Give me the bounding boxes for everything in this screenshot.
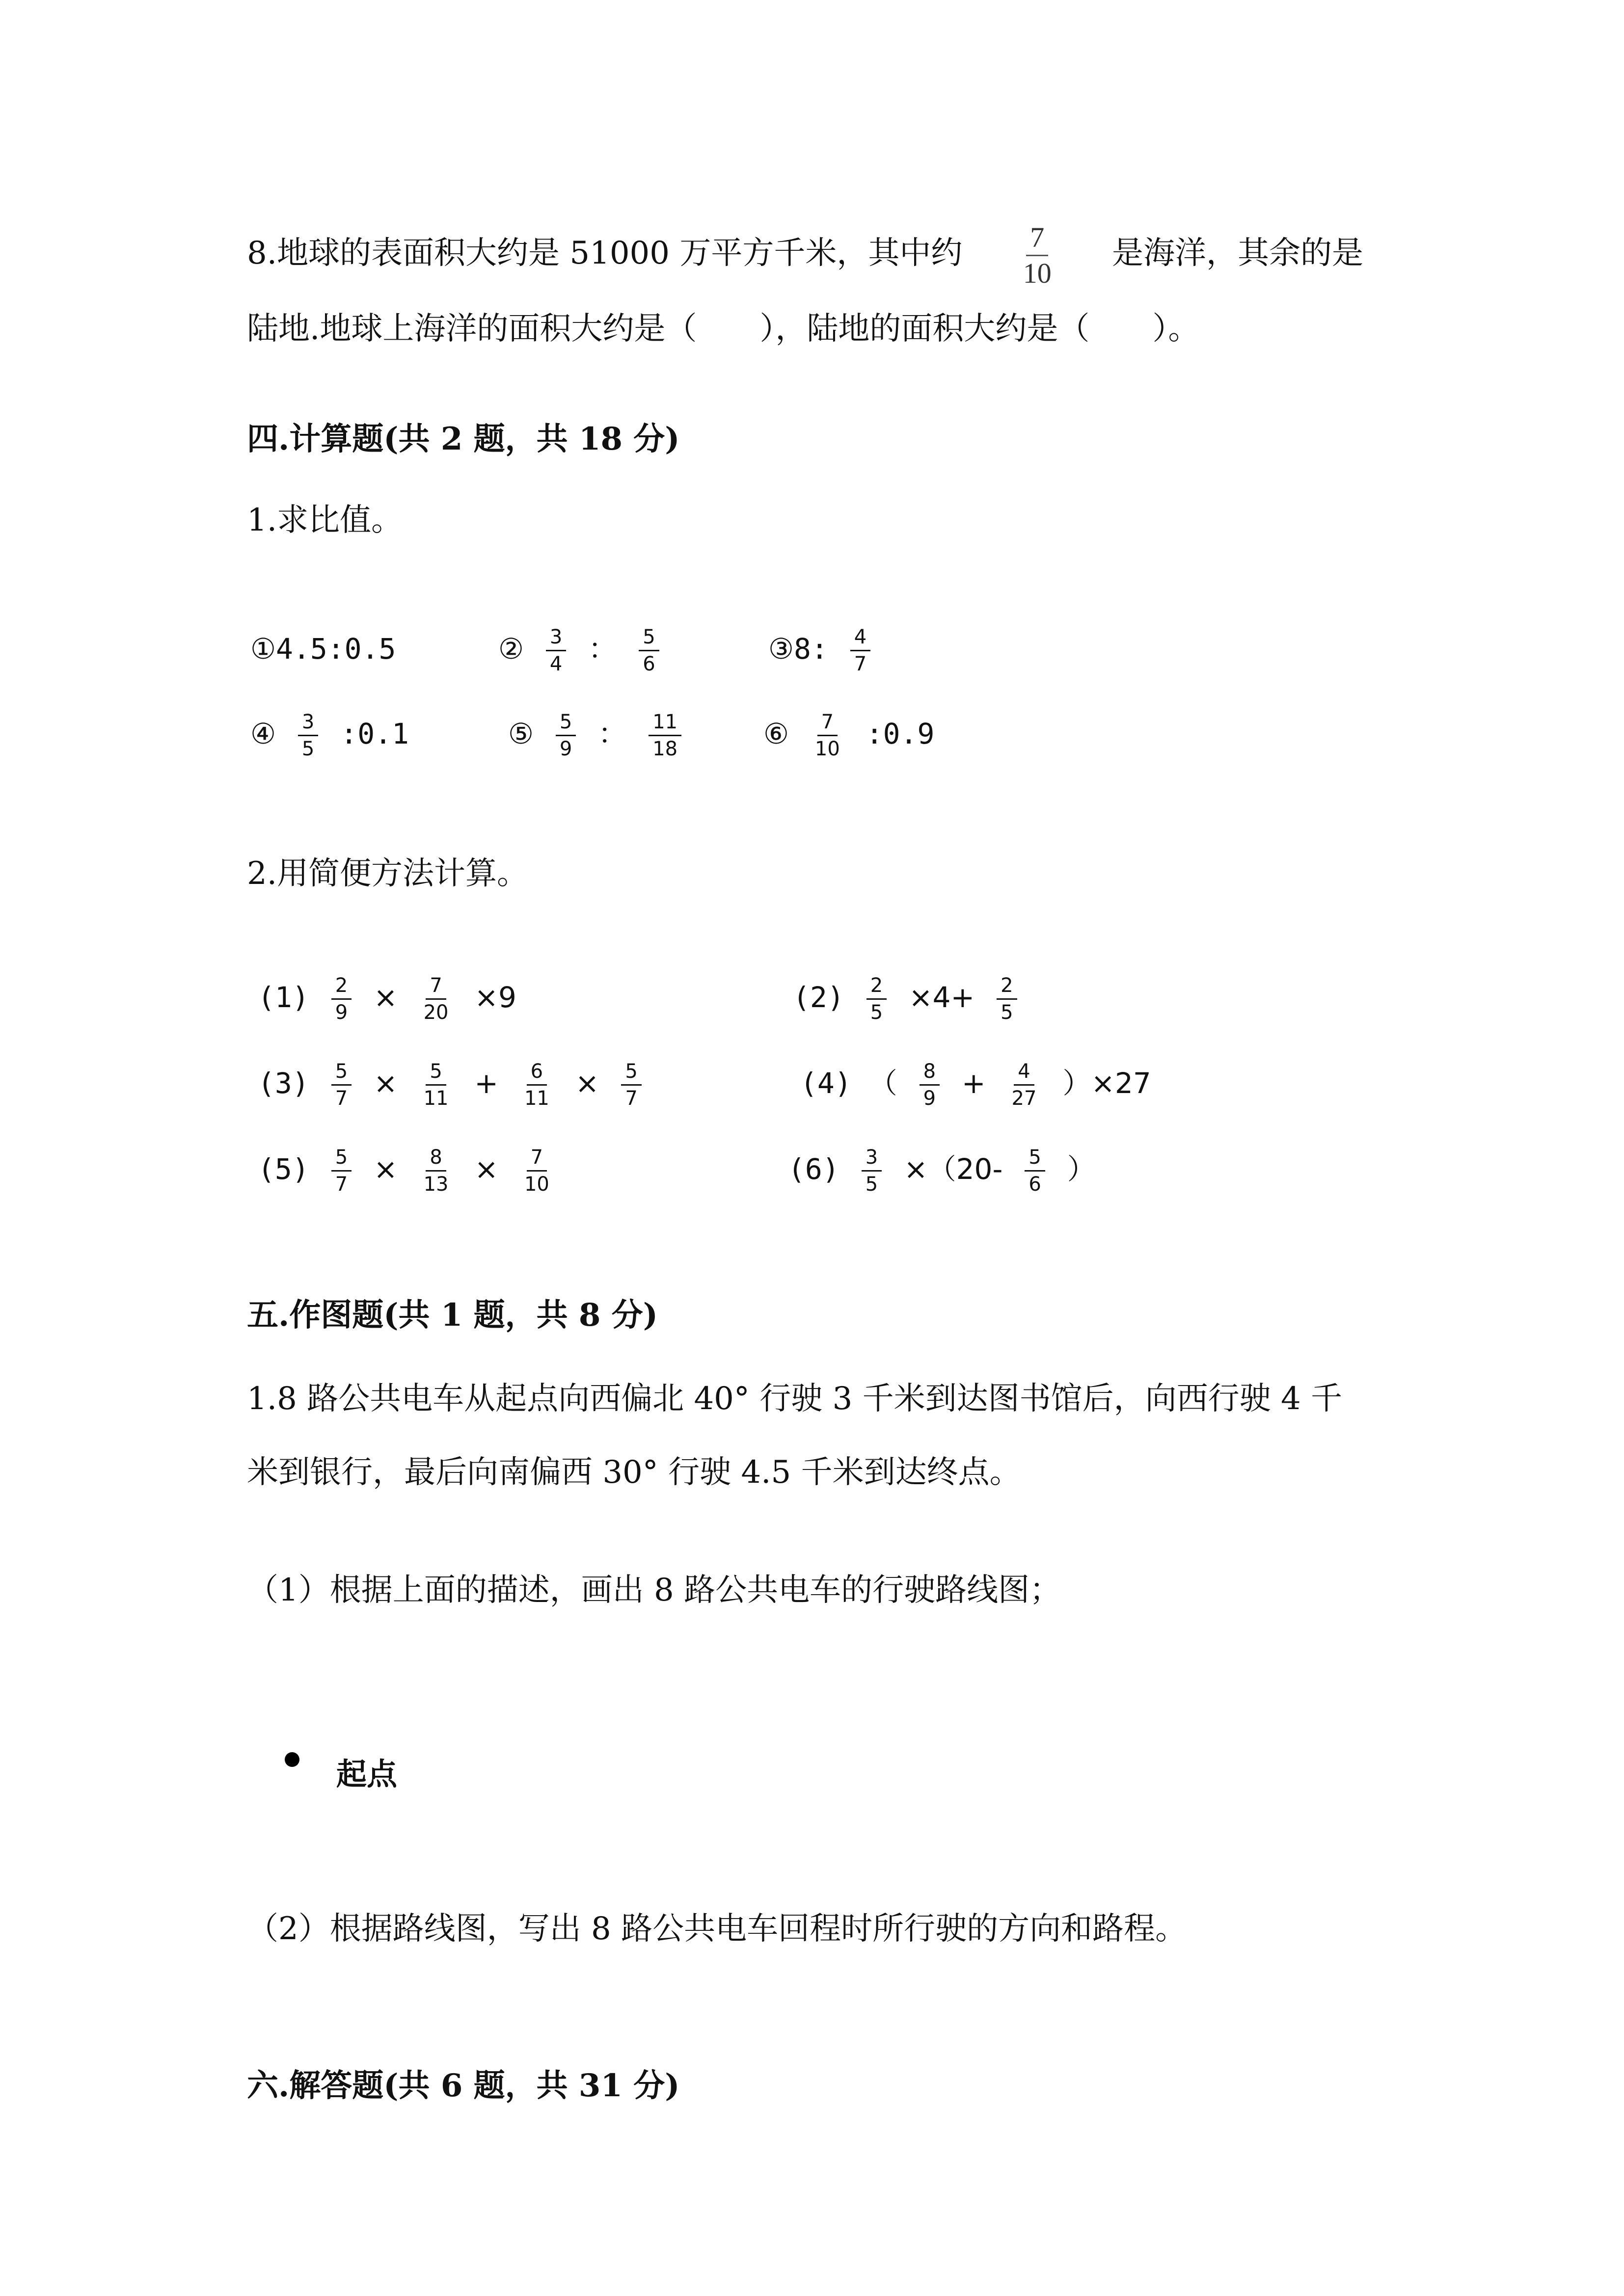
section5-sub2: （2）根据路线图，写出 8 路公共电车回程时所行驶的方向和路程。 — [247, 1911, 1187, 1947]
section4-q2-title: 2.用简便方法计算。 — [247, 855, 529, 892]
ratio-item-2-label: ② — [498, 632, 524, 666]
calc-item-1-tail: ×9 — [474, 981, 516, 1014]
ratio-item-4-label: ④ — [250, 717, 276, 750]
ratio-item-1-text: ①4.5:0.5 — [250, 632, 396, 666]
denominator: 11 — [423, 1087, 449, 1110]
numerator: 6 — [527, 1062, 547, 1086]
numerator: 8 — [426, 1148, 446, 1172]
calc-item-6-frac1 — [862, 1148, 882, 1194]
calc-item-1-frac2 — [420, 976, 453, 1022]
numerator: 3 — [862, 1148, 882, 1172]
denominator: 6 — [1029, 1173, 1041, 1196]
calc-item-5-frac3 — [520, 1148, 553, 1194]
section5-q1-line1: 1.8 路公共电车从起点向西偏北 40° 行驶 3 千米到达图书馆后，向西行驶 4 千 — [247, 1381, 1343, 1417]
ratio-item-6-tail: :0.9 — [866, 717, 935, 750]
ratio-item-4-frac1 — [298, 712, 318, 759]
ratio-item-6 — [763, 704, 934, 763]
operator: × — [575, 1067, 599, 1100]
denominator: 27 — [1011, 1087, 1037, 1110]
denominator: 10 — [814, 738, 840, 761]
operator: × — [474, 1152, 499, 1186]
numerator: 7 — [817, 712, 838, 736]
operator: × — [374, 981, 398, 1014]
calc-item-2 — [793, 968, 1022, 1027]
operator: × — [374, 1152, 398, 1186]
q8-fraction — [1019, 223, 1056, 288]
q8-fraction-denominator: 10 — [1023, 257, 1052, 289]
denominator: 9 — [923, 1087, 936, 1110]
ratio-item-2-frac2 — [639, 627, 659, 674]
section5-heading: 五.作图题(共 1 题，共 8 分) — [247, 1297, 658, 1334]
numerator: 5 — [639, 627, 659, 651]
denominator: 10 — [524, 1173, 549, 1196]
denominator: 4 — [549, 653, 563, 676]
numerator: 5 — [621, 1062, 641, 1086]
calc-item-6-frac2 — [1025, 1148, 1045, 1194]
ratio-sign: ： — [598, 717, 627, 750]
denominator: 7 — [335, 1173, 348, 1196]
ratio-item-3 — [768, 619, 875, 678]
ratio-item-3-frac1 — [850, 627, 870, 674]
calc-item-6-tail: ） — [1067, 1152, 1096, 1186]
calc-item-5 — [258, 1140, 558, 1199]
calc-item-3 — [258, 1054, 647, 1113]
numerator: 4 — [850, 627, 870, 651]
numerator: 5 — [1025, 1148, 1045, 1172]
calc-item-1-label: (1) — [258, 981, 309, 1014]
calc-item-3-frac2 — [420, 1062, 453, 1108]
calc-item-1-frac1 — [331, 976, 352, 1022]
denominator: 20 — [423, 1001, 449, 1024]
ratio-item-5-label: ⑤ — [508, 717, 534, 750]
ratio-item-5-frac1 — [556, 712, 576, 759]
section6-heading: 六.解答题(共 6 题，共 31 分) — [247, 2067, 680, 2104]
calc-item-4-frac2 — [1008, 1062, 1041, 1108]
numerator: 3 — [298, 712, 318, 736]
ratio-sign: ： — [588, 632, 617, 666]
calc-item-3-frac1 — [331, 1062, 352, 1108]
numerator: 2 — [997, 976, 1017, 1000]
section4-q1-title: 1.求比值。 — [247, 502, 403, 538]
calc-item-2-label: (2) — [793, 981, 844, 1014]
operator: ×（20- — [904, 1152, 1003, 1186]
calc-item-6-label: (6) — [788, 1152, 839, 1186]
calc-item-5-label: (5) — [258, 1152, 309, 1186]
numerator: 5 — [556, 712, 576, 736]
calc-item-1 — [258, 968, 516, 1027]
denominator: 7 — [625, 1087, 638, 1110]
calc-item-3-label: (3) — [258, 1067, 309, 1100]
calc-item-3-frac4 — [621, 1062, 641, 1108]
ratio-item-4 — [250, 704, 409, 763]
calc-item-5-frac2 — [420, 1148, 453, 1194]
numerator: 5 — [331, 1148, 352, 1172]
numerator: 5 — [331, 1062, 352, 1086]
denominator: 11 — [524, 1087, 549, 1110]
denominator: 9 — [559, 738, 572, 761]
operator: + — [962, 1067, 986, 1100]
numerator: 11 — [649, 712, 681, 736]
calc-item-3-frac3 — [520, 1062, 553, 1108]
q8-fraction-numerator: 7 — [1026, 223, 1048, 256]
numerator: 2 — [331, 976, 352, 1000]
q8-line2 — [247, 307, 1199, 351]
operator: × — [374, 1067, 398, 1100]
ratio-item-3-label: ③8: — [768, 632, 828, 666]
ratio-item-5 — [508, 704, 686, 763]
numerator: 2 — [866, 976, 887, 1000]
ratio-item-2-frac1 — [546, 627, 566, 674]
denominator: 5 — [870, 1001, 883, 1024]
q8-text-a: 8.地球的表面积大约是 51000 万平方千米，其中约 — [247, 235, 963, 271]
denominator: 5 — [301, 738, 315, 761]
ratio-item-6-frac1 — [811, 712, 844, 759]
calc-item-4-label: (4) — [800, 1067, 852, 1100]
operator: + — [474, 1067, 499, 1100]
numerator: 4 — [1014, 1062, 1034, 1086]
section5-sub1: （1）根据上面的描述，画出 8 路公共电车的行驶路线图； — [247, 1572, 1061, 1608]
calc-item-2-frac1 — [866, 976, 887, 1022]
calc-item-4-frac1 — [920, 1062, 940, 1108]
open-paren: （ — [868, 1067, 897, 1100]
numerator: 8 — [920, 1062, 940, 1086]
q8-text-line2: 陆地.地球上海洋的面积大约是（ ），陆地的面积大约是（ ）。 — [247, 311, 1200, 347]
denominator: 13 — [423, 1173, 449, 1196]
denominator: 6 — [643, 653, 655, 676]
denominator: 5 — [1001, 1001, 1013, 1024]
denominator: 7 — [335, 1087, 348, 1110]
calc-item-2-frac2 — [997, 976, 1017, 1022]
operator: ×4+ — [909, 981, 975, 1014]
numerator: 7 — [426, 976, 446, 1000]
ratio-item-2 — [498, 619, 664, 678]
ratio-item-5-frac2 — [649, 712, 681, 759]
denominator: 7 — [854, 653, 867, 676]
section5-q1-line2: 米到银行，最后向南偏西 30° 行驶 4.5 千米到达终点。 — [247, 1454, 1021, 1491]
numerator: 3 — [546, 627, 566, 651]
section4-heading: 四.计算题(共 2 题，共 18 分) — [247, 421, 680, 457]
denominator: 5 — [865, 1173, 878, 1196]
numerator: 5 — [426, 1062, 446, 1086]
calc-item-4-tail: ）×27 — [1062, 1067, 1151, 1100]
denominator: 9 — [335, 1001, 348, 1024]
ratio-item-4-tail: :0.1 — [340, 717, 409, 750]
start-point-label: 起点 — [336, 1756, 398, 1792]
denominator: 18 — [652, 738, 678, 761]
start-point-dot — [285, 1752, 299, 1767]
q8-line1 — [247, 223, 1363, 288]
calc-item-5-frac1 — [331, 1148, 352, 1194]
calc-item-4 — [800, 1054, 1151, 1113]
ratio-item-1 — [250, 619, 396, 678]
calc-item-6 — [788, 1140, 1096, 1199]
q8-text-b: 是海洋，其余的是 — [1112, 235, 1364, 271]
numerator: 7 — [527, 1148, 547, 1172]
ratio-item-6-label: ⑥ — [763, 717, 789, 750]
